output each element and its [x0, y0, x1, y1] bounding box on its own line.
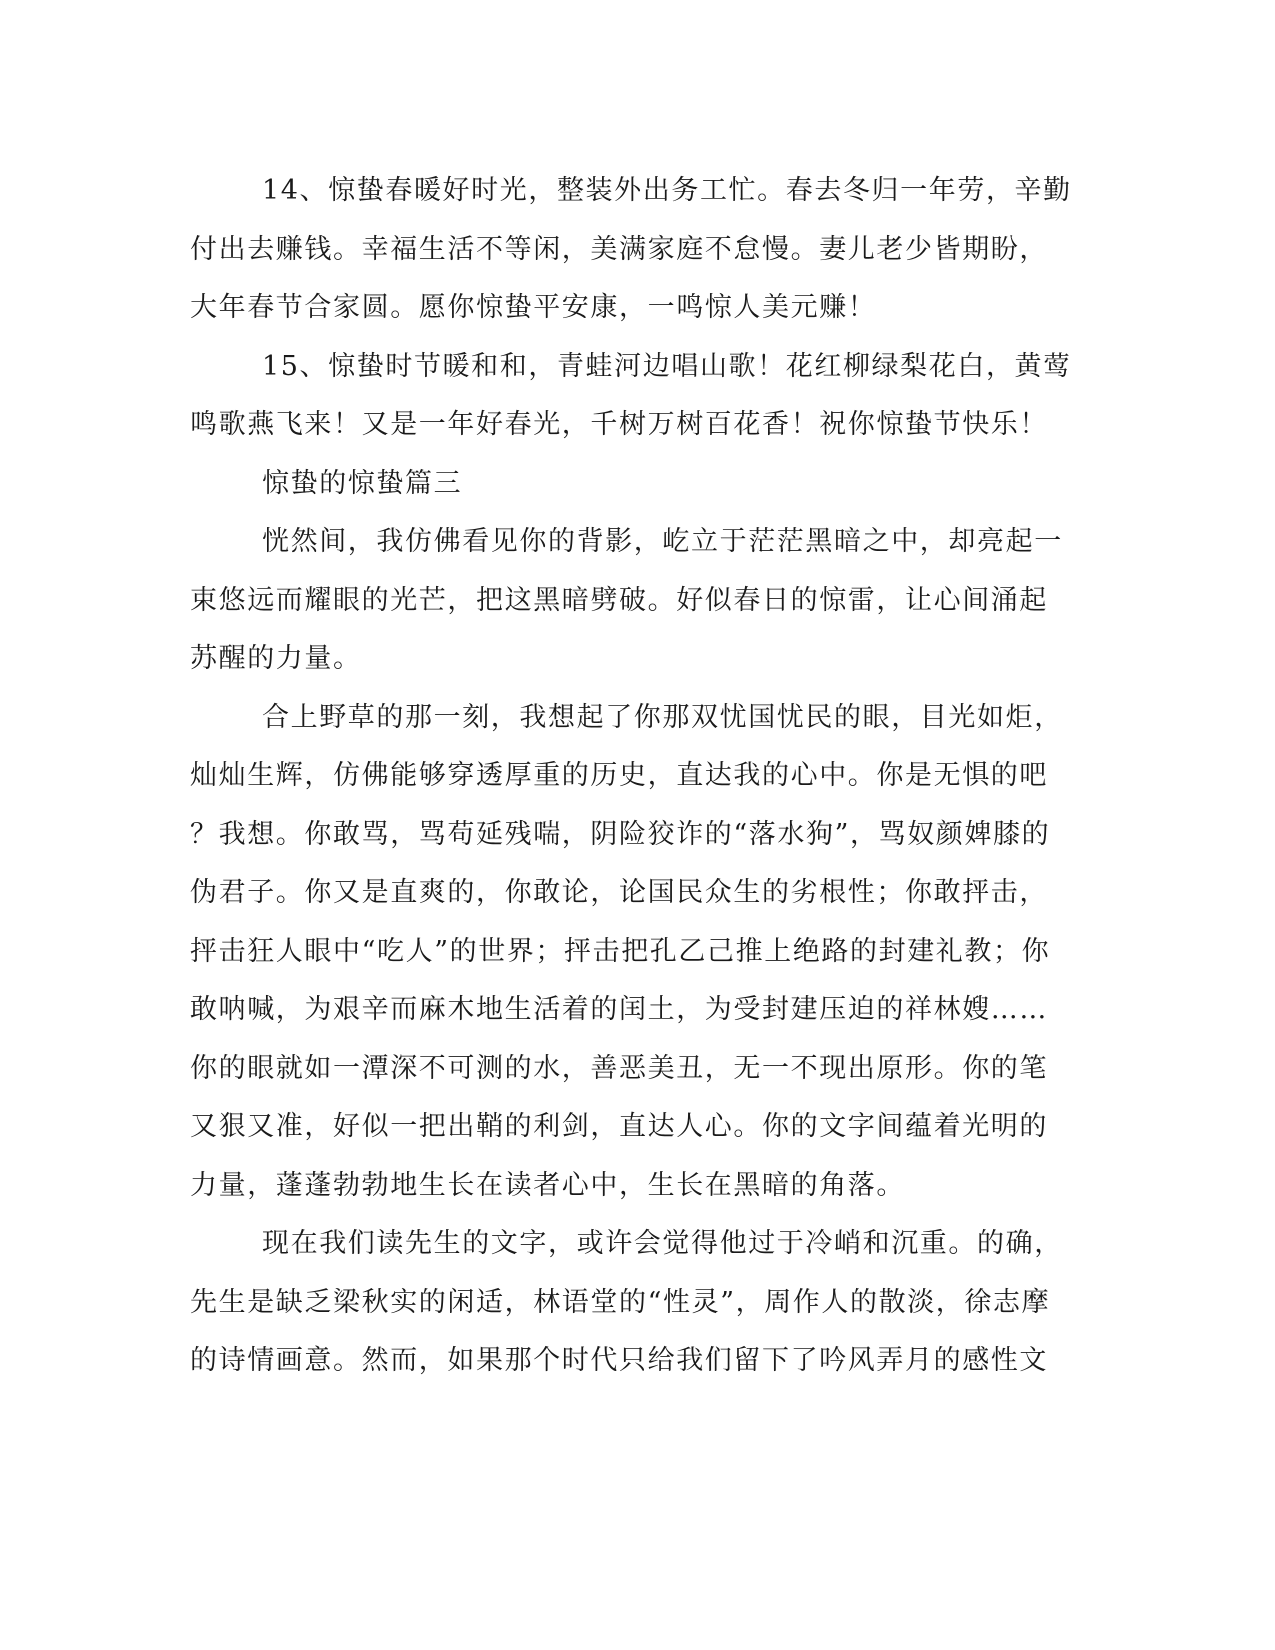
text-line: 苏醒的力量。 [190, 643, 362, 674]
text-line: 又狠又准，好似一把出鞘的利剑，直达人心。你的文字间蕴着光明的 [190, 1111, 1048, 1142]
text-line: 的诗情画意。然而，如果那个时代只给我们留下了吟风弄月的感性文 [190, 1345, 1048, 1376]
document-body [190, 162, 1070, 1391]
text-line: 付出去赚钱。幸福生活不等闲，美满家庭不怠慢。妻儿老少皆期盼， [190, 233, 1048, 265]
text-line: 14、惊蛰春暖好时光，整装外出务工忙。春去冬归一年劳，辛勤 [262, 175, 1072, 206]
text-line: 现在我们读先生的文字，或许会觉得他过于冷峭和沉重。的确， [262, 1228, 1063, 1259]
text-line: ？我想。你敢骂，骂苟延残喘，阴险狡诈的“落水狗”，骂奴颜婢膝的 [190, 818, 1051, 850]
text-line: 鸣歌燕飞来！又是一年好春光，千树万树百花香！祝你惊蛰节快乐！ [190, 409, 1048, 440]
text-line: 15、惊蛰时节暖和和，青蛙河边唱山歌！花红柳绿梨花白，黄莺 [262, 350, 1072, 382]
text-line: 恍然间，我仿佛看见你的背影，屹立于茫茫黑暗之中，却亮起一 [262, 526, 1063, 557]
text-line: 抨击狂人眼中“吃人”的世界；抨击把孔乙己推上绝路的封建礼教；你 [190, 935, 1051, 967]
text-line: 敢呐喊，为艰辛而麻木地生活着的闰土，为受封建压迫的祥林嫂…… [190, 994, 1048, 1025]
text-line: 力量，蓬蓬勃勃地生长在读者心中，生长在黑暗的角落。 [190, 1169, 905, 1201]
text-line: 合上野草的那一刻，我想起了你那双忧国忧民的眼，目光如炬， [262, 701, 1063, 733]
text-line: 伪君子。你又是直爽的，你敢论，论国民众生的劣根性；你敢抨击， [190, 877, 1048, 908]
text-line: 先生是缺乏梁秋实的闲适，林语堂的“性灵”，周作人的散淡，徐志摩 [190, 1286, 1051, 1318]
text-line: 束悠远而耀眼的光芒，把这黑暗劈破。好似春日的惊雷，让心间涌起 [190, 584, 1048, 616]
text-line: 惊蛰的惊蛰篇三 [262, 467, 463, 499]
text-line: 你的眼就如一潭深不可测的水，善恶美丑，无一不现出原形。你的笔 [190, 1052, 1048, 1084]
text-line: 灿灿生辉，仿佛能够穿透厚重的历史，直达我的心中。你是无惧的吧 [190, 760, 1048, 791]
text-line: 大年春节合家圆。愿你惊蛰平安康，一鸣惊人美元赚！ [190, 292, 877, 323]
